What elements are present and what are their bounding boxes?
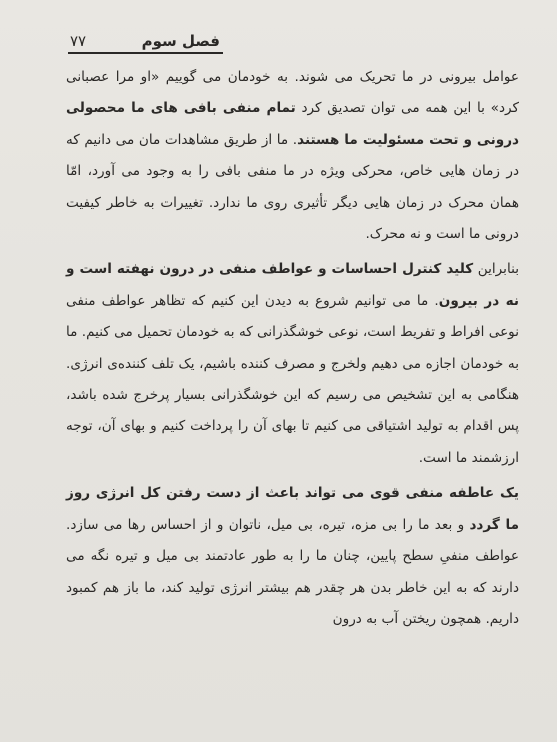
- paragraph-2-segment-3: . ما می توانیم شروع به دیدن این کنیم که تظاهر عواطف منفی نوعی افراط و تفریط است، نوعی خوشگذرانی که به خودمان تحمیل می کنیم. ما به خودمان اجازه می دهیم ولخرج و مصرف کننده باشیم، یک تلف کننده‌ی انرژی. هنگامی به این تشخیص می رسیم که این خوشگذرانی بسیار پرخرج شده باشد، پس اقدام به تولید اشتیاقی می کنیم تا بهای آن را پرداخت کنیم و بهای آن، توجه ارزشمند ما است.: [66, 292, 519, 466]
- paragraph-2: [66, 254, 519, 474]
- paragraph-1-segment-3: . ما از طریق مشاهدات مان می دانیم که در زمان هایی خاص، محرکی ویژه در ما منفی بافی را به وجود می آورد، امّا همان محرک در زمان هایی دیگر تأثیری روی ما ندارد. تغییرات به خاطر کیفیت درونی ما است و نه محرک.: [66, 131, 519, 243]
- page-header: [70, 20, 220, 50]
- body-text: [66, 62, 519, 635]
- paragraph-1-segment-1: عوامل بیرونی در ما تحریک می شوند. به خودمان می گوییم «او مرا عصبانی کرد» با این همه می توان تصدیق کرد: [66, 69, 520, 117]
- header-rule: [68, 52, 223, 54]
- paragraph-1: [66, 62, 519, 250]
- paragraph-1-bold-claim: تمام منفی بافی های ما محصولی درونی و تحت مسئولیت ما هستند: [66, 100, 519, 148]
- paragraph-3: [66, 478, 519, 635]
- paragraph-2-bold-claim: کلید کنترل احساسات و عواطف منفی در درون نهفته است و نه در بیرون: [66, 261, 519, 309]
- paragraph-2-segment-1: بنابراین: [473, 261, 519, 278]
- paragraph-3-segment-2: و بعد ما را بی مزه، تیره، بی میل، ناتوان و از احساس رها می سازد. عواطف منفیِ سطح پایین، چنان ما را به طور عادتمند بی میل و تیره نگه می دارند که به این خاطر بدن هر چقدر هم بیشتر انرژی تولید کند، ما باز هم کمبود داریم. همچون ریختن آب به درون: [66, 516, 519, 627]
- paragraph-3-bold-claim: یک عاطفه منفی قوی می تواند باعث از دست رفتن کل انرژی روز ما گردد: [66, 485, 519, 533]
- chapter-title: فصل سوم: [141, 32, 220, 50]
- page-number: ۷۷: [70, 32, 87, 50]
